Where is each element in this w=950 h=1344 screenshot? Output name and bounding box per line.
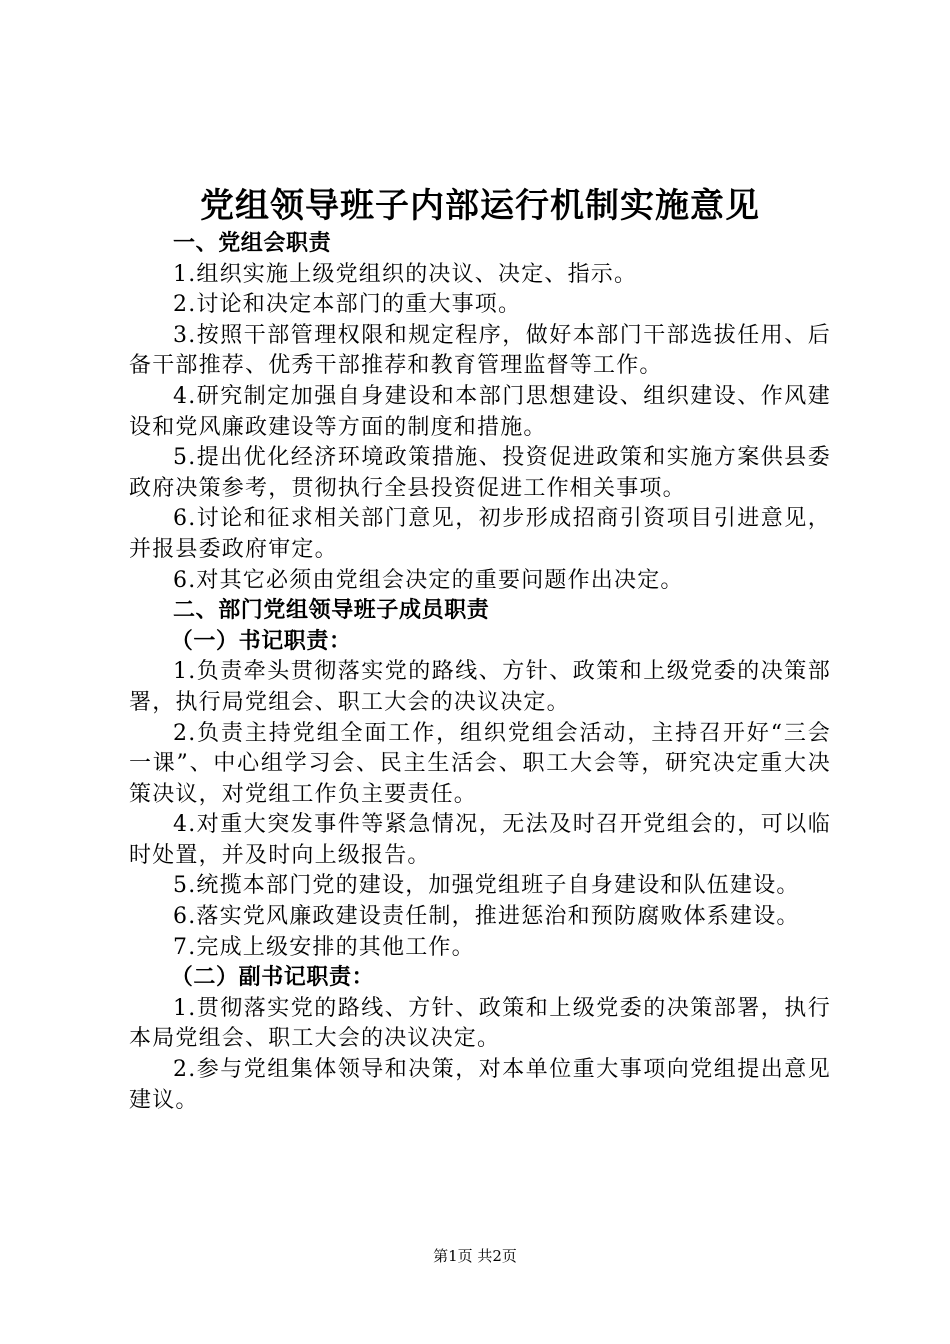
paragraph: 1.组织实施上级党组织的决议、决定、指示。	[173, 261, 638, 287]
paragraph: 1.贯彻落实党的路线、方针、政策和上级党委的决策部署，执行本局党组会、职工大会的决议决定。	[129, 995, 831, 1052]
section-heading: 一、党组会职责	[173, 231, 332, 256]
page-footer: 第1页 共2页	[433, 1247, 517, 1265]
document-title: 党组领导班子内部运行机制实施意见	[200, 186, 760, 226]
paragraph: 3.按照干部管理权限和规定程序，做好本部门干部选拔任用、后备干部推荐、优秀干部推荐和教育管理监督等工作。	[129, 322, 831, 379]
subsection-heading: （二）副书记职责：	[170, 965, 375, 991]
document-body	[129, 183, 831, 1116]
paragraph: 4.对重大突发事件等紧急情况，无法及时召开党组会的，可以临时处置，并及时向上级报告。	[129, 812, 831, 868]
paragraph: 4.研究制定加强自身建设和本部门思想建设、组织建设、作风建设和党风廉政建设等方面的制度和措施。	[129, 383, 831, 440]
subsection-heading: （一）书记职责：	[170, 628, 352, 654]
paragraph: 2.负责主持党组全面工作，组织党组会活动，主持召开好“三会一课”、中心组学习会、民主生活会、职工大会等，研究决定重大决策决议，对党组工作负主要责任。	[129, 720, 831, 807]
paragraph: 7.完成上级安排的其他工作。	[173, 934, 475, 960]
paragraph: 2.参与党组集体领导和决策，对本单位重大事项向党组提出意见建议。	[129, 1057, 831, 1113]
paragraph: 5.提出优化经济环境政策措施、投资促进政策和实施方案供县委政府决策参考，贯彻执行全县投资促进工作相关事项。	[129, 445, 831, 501]
paragraph: 6.讨论和征求相关部门意见，初步形成招商引资项目引进意见，并报县委政府审定。	[129, 506, 831, 562]
paragraph: 5.统揽本部门党的建设，加强党组班子自身建设和队伍建设。	[173, 873, 800, 899]
section-heading: 二、部门党组领导班子成员职责	[173, 598, 490, 624]
paragraph: 6.落实党风廉政建设责任制，推进惩治和预防腐败体系建设。	[173, 904, 800, 930]
paragraph: 2.讨论和决定本部门的重大事项。	[173, 292, 522, 318]
paragraph: 6.对其它必须由党组会决定的重要问题作出决定。	[173, 567, 684, 593]
paragraph: 1.负责牵头贯彻落实党的路线、方针、政策和上级党委的决策部署，执行局党组会、职工大会的决议决定。	[129, 659, 831, 715]
